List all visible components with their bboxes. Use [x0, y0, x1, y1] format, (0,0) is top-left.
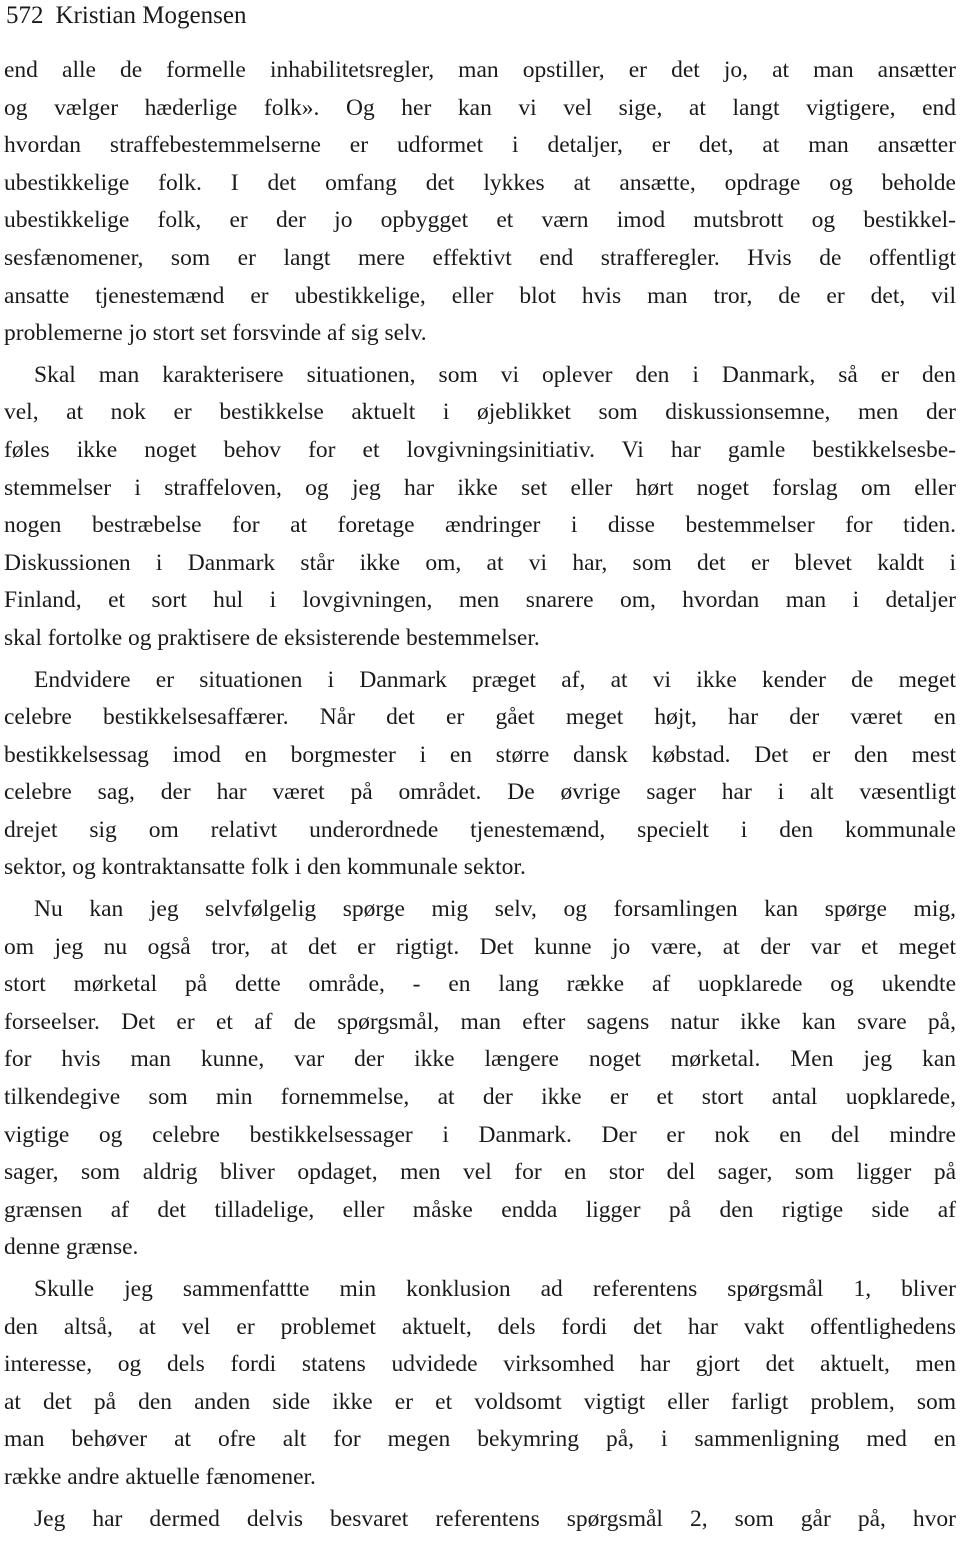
- text-line: ubestikkelige folk, er der jo opbygget et værn imod mutsbrott og bestikkel-: [4, 207, 956, 234]
- text-line: celebre sag, der har været på området. De øvrige sager har i alt væsentligt: [4, 779, 956, 806]
- paragraph: [4, 1501, 956, 1539]
- text-line: Endvidere er situationen i Danmark præget af, at vi ikke kender de meget: [34, 666, 956, 693]
- text-line: sesfænomener, som er langt mere effektivt end strafferegler. Hvis de offentligt: [4, 244, 956, 271]
- text-line: ubestikkelige folk. I det omfang det lykkes at ansætte, opdrage og beholde: [4, 169, 956, 196]
- text-line: Skulle jeg sammenfattte min konklusion ad referentens spørgsmål 1, bliver: [34, 1276, 956, 1302]
- text-line: denne grænse.: [4, 1234, 139, 1261]
- text-line: ansatte tjenestemænd er ubestikkelige, eller blot hvis man tror, de er det, vil: [4, 282, 956, 309]
- text-line: problemerne jo stort set forsvinde af sig selv.: [4, 320, 427, 347]
- text-line: den altså, at vel er problemet aktuelt, dels fordi det har vakt offentlighedens: [4, 1313, 956, 1340]
- text-line: Diskussionen i Danmark står ikke om, at vi har, som det er blevet kaldt i: [4, 549, 956, 576]
- text-line: forseelser. Det er et af de spørgsmål, man efter sagens natur ikke kan svare på,: [4, 1008, 956, 1035]
- text-line: at det på den anden side ikke er et voldsomt vigtigt eller farligt problem, som: [4, 1388, 956, 1415]
- text-line: og vælger hæderlige folk». Og her kan vi vel sige, at langt vigtigere, end: [4, 94, 956, 121]
- text-line: vel, at nok er bestikkelse aktuelt i øjeblikket som diskussionsemne, men der: [4, 399, 956, 426]
- text-line: vigtige og celebre bestikkelsessager i Danmark. Der er nok en del mindre: [4, 1121, 956, 1148]
- text-line: Finland, et sort hul i lovgivningen, men snarere om, hvordan man i detaljer: [4, 587, 956, 614]
- text-line: række andre aktuelle fænomener.: [4, 1463, 316, 1490]
- text-line: Nu kan jeg selvfølgelig spørge mig selv, og forsamlingen kan spørge mig,: [34, 896, 956, 923]
- paragraph: [4, 662, 956, 888]
- text-line: stort mørketal på dette område, - en lang række af uopklarede og ukendte: [4, 971, 956, 998]
- text-line: Skal man karakterisere situationen, som vi oplever den i Danmark, så er den: [34, 361, 956, 388]
- text-line: end alle de formelle inhabilitetsregler, man opstiller, er det jo, at man ansætter: [4, 57, 956, 83]
- text-line: man behøver at ofre alt for megen bekymring på, i sammenligning med en: [4, 1426, 956, 1453]
- body-text: [4, 52, 956, 1538]
- text-line: celebre bestikkelsesaffærer. Når det er gået meget højt, har der været en: [4, 704, 956, 731]
- paragraph: [4, 1271, 956, 1497]
- author-name: Kristian Mogensen: [55, 2, 247, 29]
- running-head: [6, 0, 246, 32]
- text-line: skal fortolke og praktisere de eksisterende bestemmelser.: [4, 624, 540, 651]
- text-line: sektor, og kontraktansatte folk i den kommunale sektor.: [4, 854, 526, 881]
- paragraph: [4, 52, 956, 353]
- text-line: Jeg har dermed delvis besvaret referentens spørgsmål 2, som går på, hvor: [34, 1505, 956, 1532]
- text-line: interesse, og dels fordi statens udvidede virksomhed har gjort det aktuelt, men: [4, 1351, 956, 1378]
- paragraph: [4, 891, 956, 1267]
- text-line: grænsen af det tilladelige, eller måske endda ligger på den rigtige side af: [4, 1196, 956, 1223]
- text-line: sager, som aldrig bliver opdaget, men vel for en stor del sager, som ligger på: [4, 1159, 956, 1186]
- text-line: for hvis man kunne, var der ikke længere noget mørketal. Men jeg kan: [4, 1046, 956, 1073]
- text-line: om jeg nu også tror, at det er rigtigt. Det kunne jo være, at der var et meget: [4, 933, 956, 960]
- text-line: nogen bestræbelse for at foretage ændringer i disse bestemmelser for tiden.: [4, 512, 956, 539]
- text-line: hvordan straffebestemmelserne er udformet i detaljer, er det, at man ansætter: [4, 132, 956, 159]
- text-line: føles ikke noget behov for et lovgivningsinitiativ. Vi har gamle bestikkelsesbe-: [4, 436, 956, 463]
- text-line: bestikkelsessag imod en borgmester i en større dansk købstad. Det er den mest: [4, 741, 956, 768]
- paragraph: [4, 357, 956, 658]
- page-number: 572: [6, 2, 44, 29]
- text-line: tilkendegive som min fornemmelse, at der ikke er et stort antal uopklarede,: [4, 1084, 956, 1111]
- text-line: drejet sig om relativt underordnede tjenestemænd, specielt i den kommunale: [4, 816, 956, 843]
- text-line: stemmelser i straffeloven, og jeg har ikke set eller hørt noget forslag om eller: [4, 474, 956, 501]
